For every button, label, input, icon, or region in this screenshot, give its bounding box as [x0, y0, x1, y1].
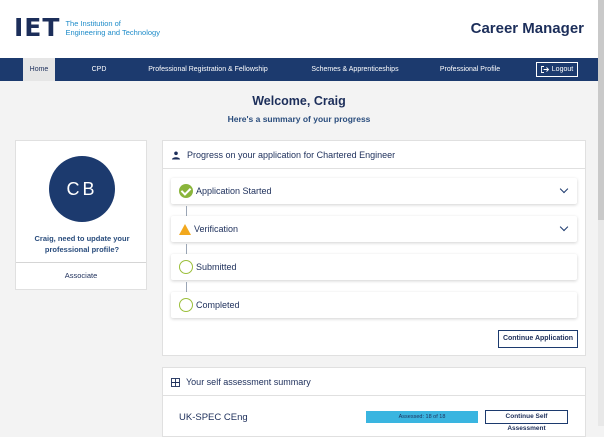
nav-schemes-apprenticeships[interactable]: Schemes & Apprenticeships: [311, 66, 399, 73]
scrollbar-thumb[interactable]: [598, 0, 604, 220]
step-label: Completed: [196, 300, 240, 310]
logout-button[interactable]: [536, 62, 578, 77]
nav-cpd[interactable]: CPD: [91, 66, 107, 73]
step-completed: [171, 292, 577, 318]
pending-circle-icon: [179, 298, 193, 312]
logout-label: Logout: [551, 66, 574, 73]
assessment-heading: [171, 377, 311, 387]
application-progress-card: [162, 140, 586, 356]
logo-text-line1: The Institution of: [65, 18, 121, 28]
update-profile-link[interactable]: Craig, need to update your professional profile?: [34, 234, 130, 254]
assessment-standard-label: UK-SPEC CEng: [179, 412, 248, 423]
card-divider: [163, 168, 585, 169]
app-header: [0, 0, 598, 58]
pending-circle-icon: [179, 260, 193, 274]
chevron-down-icon[interactable]: [560, 223, 568, 231]
card-divider: [163, 395, 585, 396]
step-label: Verification: [194, 224, 239, 234]
assessment-progress-bar: Assessed: 18 of 18: [366, 411, 478, 423]
logo-mark: IET: [14, 13, 61, 42]
step-label: Submitted: [196, 262, 237, 272]
welcome-subtitle: Here's a summary of your progress: [227, 114, 371, 124]
warning-icon: [179, 224, 191, 235]
grid-icon: [171, 378, 180, 387]
step-application-started[interactable]: [171, 178, 577, 204]
continue-self-assessment-button[interactable]: Continue Self Assessment: [485, 410, 568, 424]
assessment-heading-text: Your self assessment summary: [186, 377, 311, 387]
page-scrollbar[interactable]: [598, 0, 604, 426]
self-assessment-card: [162, 367, 586, 437]
main-nav: [0, 58, 598, 81]
progress-heading: [171, 150, 395, 160]
progress-heading-text: Progress on your application for Chartered Engineer: [187, 150, 396, 160]
step-submitted: [171, 254, 577, 280]
nav-professional-registration[interactable]: Professional Registration & Fellowship: [148, 66, 268, 73]
logo-text-line2: Engineering and Technology: [65, 27, 160, 37]
profile-card: [15, 140, 147, 290]
chevron-down-icon[interactable]: [560, 185, 568, 193]
membership-grade: Associate: [64, 271, 98, 280]
check-icon: [179, 184, 193, 198]
nav-home[interactable]: Home: [23, 58, 55, 81]
avatar[interactable]: CB: [49, 156, 115, 222]
profile-divider: [16, 262, 146, 263]
logo-text: [65, 19, 160, 37]
step-label: Application Started: [196, 186, 272, 196]
welcome-title: Welcome, Craig: [252, 94, 346, 108]
nav-professional-profile[interactable]: Professional Profile: [439, 66, 501, 73]
app-title: Career Manager: [470, 20, 584, 37]
logout-icon: [541, 66, 549, 73]
step-verification[interactable]: [171, 216, 577, 242]
iet-logo[interactable]: [14, 15, 160, 40]
continue-application-button[interactable]: Continue Application: [498, 330, 578, 348]
people-icon: [171, 151, 181, 160]
